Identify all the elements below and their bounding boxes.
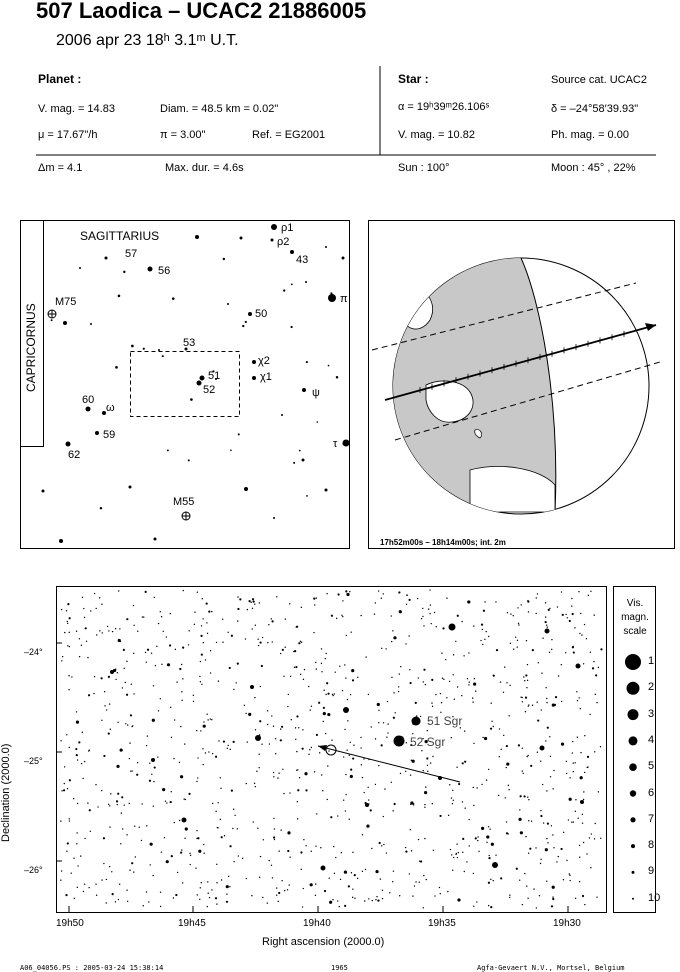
xtick-19h35: 19h35 [428,918,456,929]
page-title: 507 Laodica – UCAC2 21886005 [36,0,367,23]
label-60: 60 [82,394,95,406]
xtick-19h30: 19h30 [553,918,581,929]
label-pi: π [340,293,348,305]
mag-dot-10 [632,898,634,900]
star-52-sgr [394,736,405,747]
star-51-sgr [412,717,421,726]
y-axis-label: Declination (2000.0) [0,743,12,842]
mag-dot-9 [632,871,635,874]
page-subtitle: 2006 apr 23 18ʰ 3.1ᵐ U.T. [56,32,239,49]
mag-level-label: 2 [648,681,655,694]
label-m75: M75 [55,296,77,308]
mag-dot-3 [628,709,639,720]
side-constellation-label: CAPRICORNUS [24,303,38,392]
delta-mag: Δm = 4.1 [38,162,83,174]
asteroid-path [318,746,460,782]
moon-info: Moon : 45° , 22% [551,162,636,174]
mag-level-label: 10 [648,891,661,904]
label-rho1: ρ1 [281,222,294,234]
x-axis-label: Right ascension (2000.0) [262,936,385,948]
label-51: 51 [208,370,221,382]
mag-level-label: 5 [648,760,655,773]
xtick-19h50: 19h50 [56,918,84,929]
xtick-19h45: 19h45 [178,918,206,929]
label-tau: τ [333,438,338,450]
label-57: 57 [125,248,138,260]
label-psi: ψ [312,387,320,399]
footer-credit: Agfa-Gevaert N.V., Mortsel, Belgium [477,964,625,972]
footer-page: 1965 [331,964,348,972]
label-56: 56 [158,265,171,277]
globe-caption: 17h52m00s – 18h14m00s; int. 2m [380,538,506,547]
ytick-26: –26° [24,865,43,875]
label-chi1: χ1 [260,371,272,383]
mag-level-label: 3 [648,707,655,720]
planet-mu: μ = 17.67"/h [38,129,98,141]
label-omega: ω [106,402,115,414]
star-delta: δ = –24°58′39.93" [551,103,639,115]
label-53: 53 [183,337,196,349]
ytick-25: –25° [24,756,43,766]
mag-dot-4 [629,736,638,745]
constellation-label: SAGITTARIUS [80,229,160,243]
star-phmag: Ph. mag. = 0.00 [551,129,629,141]
star-label: Star : [398,72,429,86]
label-43: 43 [296,254,309,266]
sun-elongation: Sun : 100° [398,162,450,174]
label-m55: M55 [173,496,195,508]
planet-diam: Diam. = 48.5 km = 0.02" [160,103,279,115]
ytick-24: –24° [24,647,43,657]
label-rho2: ρ2 [277,236,290,248]
mag-scale-title: Vis. magn. scale [621,598,649,637]
mag-level-label: 7 [648,812,655,825]
xtick-19h40: 19h40 [303,918,331,929]
mag-dot-7 [630,817,635,822]
label-59: 59 [103,429,116,441]
mag-level-label: 8 [648,839,655,852]
mag-level-label: 6 [648,786,655,799]
planet-parallax: π = 3.00" [160,129,206,141]
star-vmag: V. mag. = 10.82 [398,129,475,141]
mag-level-label: 4 [648,733,655,746]
label-50: 50 [255,308,268,320]
mag-level-label: 1 [648,655,655,667]
max-duration: Max. dur. = 4.6s [165,162,244,174]
mag-scale-dots [625,654,641,900]
footer-file: A06_04056.PS : 2005-03-24 15:38:14 [20,964,164,972]
mag-dot-1 [625,654,641,670]
label-52: 52 [203,384,216,396]
planet-vmag: V. mag. = 14.83 [38,103,115,115]
mag-dot-2 [627,682,640,695]
mag-dot-6 [630,790,636,796]
mag-level-label: 9 [648,865,655,878]
source-catalog: Source cat. UCAC2 [551,74,647,86]
label-52-sgr: 52 Sgr [410,735,446,749]
planet-ref: Ref. = EG2001 [252,129,326,141]
label-51-sgr: 51 Sgr [427,714,463,728]
planet-label: Planet : [38,72,82,86]
mag-dot-8 [631,844,635,848]
label-chi2: χ2 [258,355,270,367]
mag-dot-5 [629,763,637,771]
star-alpha: α = 19ʰ39ᵐ26.106ˢ [398,101,490,113]
label-62: 62 [68,449,81,461]
